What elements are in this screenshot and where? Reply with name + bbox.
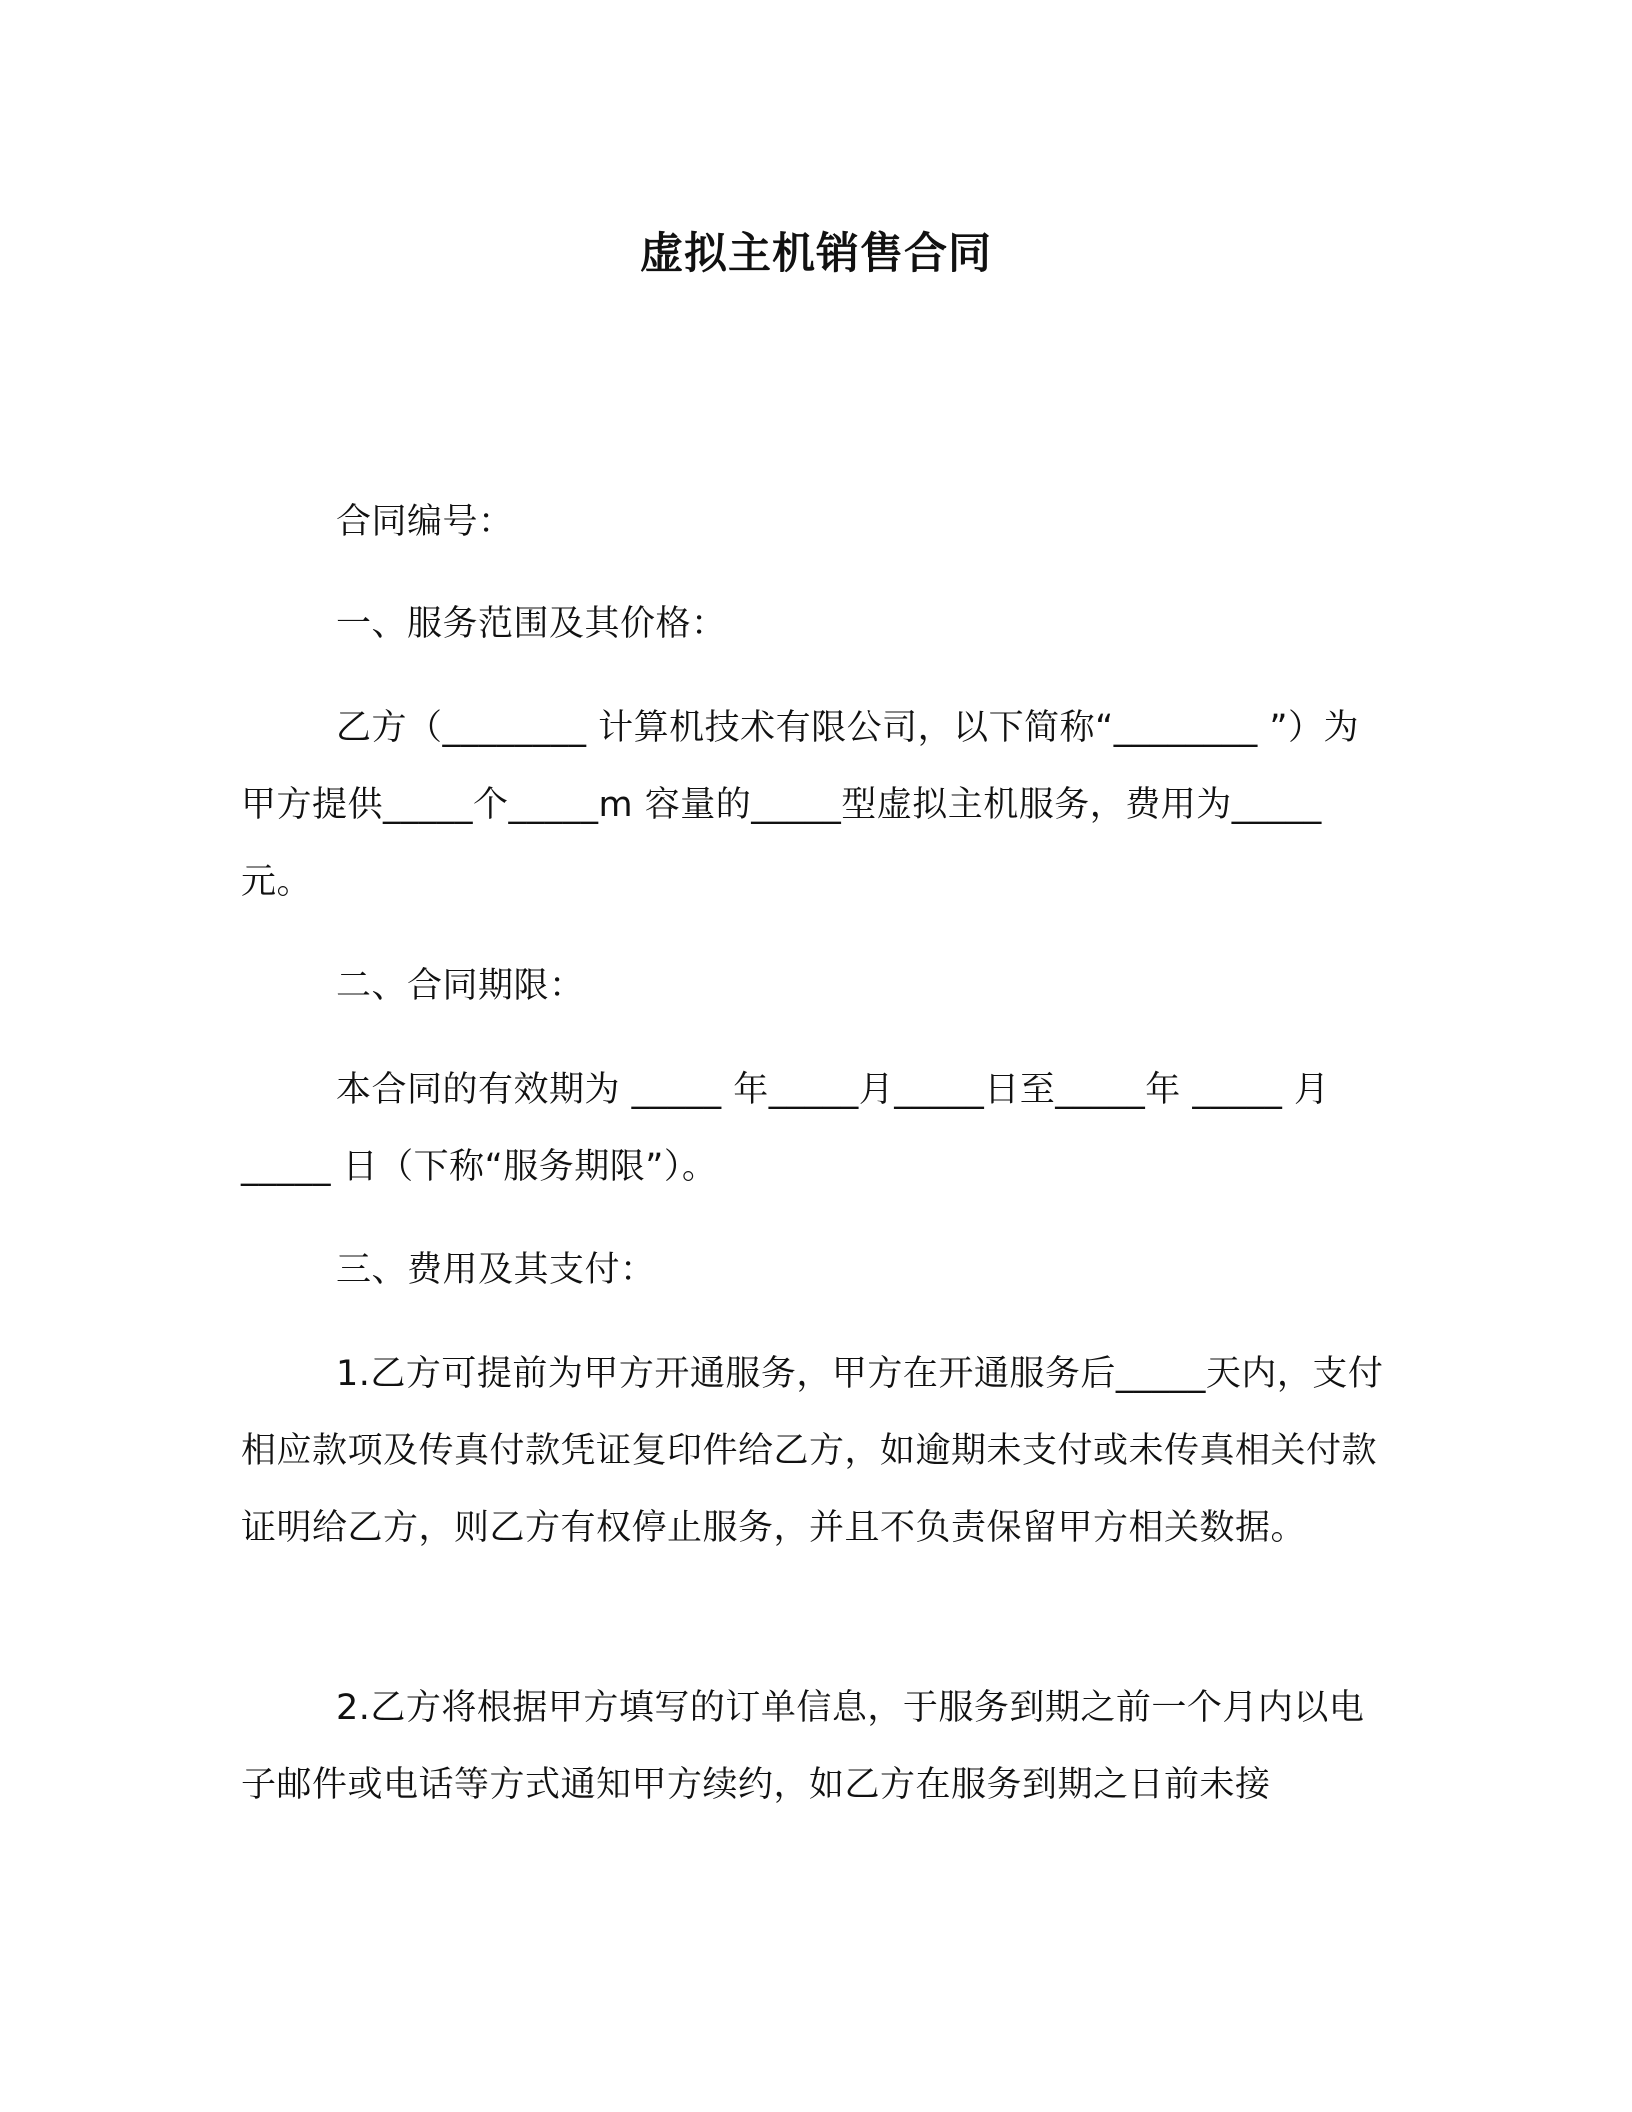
section2-body: 本合同的有效期为 _____ 年_____月_____日至_____年 _____ 月_____ 日（下称“服务期限”）。 <box>241 1070 1330 1187</box>
contract-number-label: 合同编号： <box>336 502 514 542</box>
document-title: 虚拟主机销售合同 <box>640 229 992 279</box>
section3-heading: 三、费用及其支付： <box>336 1250 656 1290</box>
section3-item2: 2.乙方将根据甲方填写的订单信息，于服务到期之前一个月内以电子邮件或电话等方式通知甲方续约，如乙方在服务到期之日前未接 <box>241 1688 1365 1805</box>
section3-item1: 1.乙方可提前为甲方开通服务，甲方在开通服务后_____天内，支付相应款项及传真付款凭证复印件给乙方，如逾期未支付或未传真相关付款证明给乙方，则乙方有权停止服务，并且不负责保留甲方相关数据。 <box>241 1354 1384 1548</box>
section2-heading: 二、合同期限： <box>336 966 585 1006</box>
section1-heading: 一、服务范围及其价格： <box>336 604 727 644</box>
section1-body: 乙方（________ 计算机技术有限公司，以下简称“________ ”）为甲方提供_____个_____m 容量的_____型虚拟主机服务，费用为_____元。 <box>241 708 1360 902</box>
